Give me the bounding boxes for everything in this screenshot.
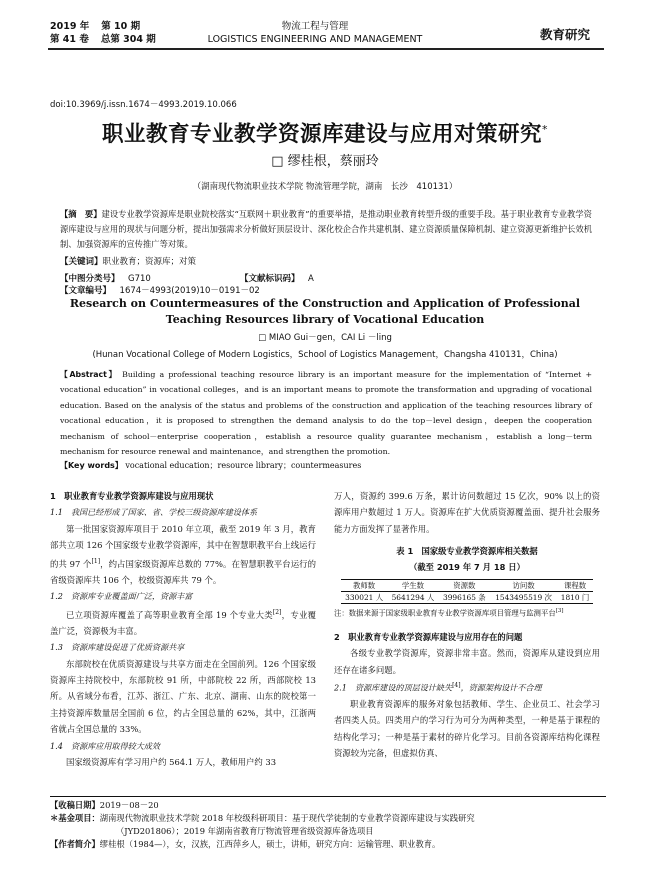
- table-note-text: 注：数据来源于国家级职业教育专业教学资源库项目管理与监测平台: [334, 608, 556, 618]
- abstract-en-label: 【Abstract】: [60, 370, 119, 379]
- clc-value: G710: [128, 274, 151, 284]
- section-1-2-heading: 1.2 资源库专业覆盖面广泛，资源丰富: [50, 591, 193, 602]
- citation-4: [4]: [452, 681, 461, 689]
- english-authors: □ MIAO Gui－gen，CAI Li －ling: [258, 333, 392, 343]
- section-2-heading: 2 职业教育专业教学资源库建设与应用存在的问题: [334, 631, 523, 642]
- paper-title-text: 职业教育专业教学资源库建设与应用对策研究: [101, 122, 542, 147]
- abstract-en: [60, 367, 592, 459]
- paper-title: [40, 117, 610, 148]
- page-header: [0, 0, 650, 90]
- citation-3: [3]: [555, 608, 564, 615]
- s21-title-a: 2.1 资源库建设的顶层设计缺失: [334, 682, 453, 693]
- header-rule: [48, 48, 604, 50]
- section-2-paragraph: 各级专业教学资源库，资源非常丰富。然而，资源库从建设到应用还存在诸多问题。: [334, 648, 600, 675]
- table-cell: 330021 人: [345, 593, 384, 603]
- section-1-2-paragraph: [50, 605, 316, 640]
- clc-label: 【中图分类号】: [60, 274, 120, 284]
- table-cell: 5641294 人: [391, 593, 435, 603]
- table-header-cell: 资源数: [453, 581, 476, 591]
- body-right-column: [334, 488, 600, 762]
- year: 2019 年: [50, 21, 90, 32]
- abstract-cn: [60, 207, 592, 253]
- fund-label: ＊基金项目：: [50, 813, 100, 823]
- citation-1: [1]: [91, 557, 101, 565]
- keywords-en: [60, 460, 592, 471]
- table-header-cell: 教师数: [353, 581, 376, 591]
- table-note: [334, 604, 600, 620]
- s12-text-a: 已立项资源库覆盖了高等职业教育全部 19 个专业大类: [65, 609, 273, 620]
- table-subcaption: （截至 2019 年 7 月 18 日）: [409, 562, 525, 573]
- keywords-en-text: vocational education；resource library；countermeasures: [125, 461, 362, 470]
- journal-name: [190, 20, 440, 46]
- fund-info: [50, 812, 606, 825]
- s11-text-b: ，约占国家级资源库总数的 77%。在智慧职教平台运行的省级资源库共 106 个，校级资源库共 79 个。: [50, 558, 317, 585]
- abstract-text: 建设专业教学资源库是职业院校落实“互联网＋职业教育”的重要举措，是推动职业教育转型升级的重要手段。基于职业教育专业教学资源库建设与应用的现状与问题分析，提出加强需求分析做好顶层设计、深化校企合作共建机制、建立资源质量保障机制、建立资源更新维护长效机制、加强资源库的宣传推广等对策。: [60, 209, 592, 250]
- article-no-label: 【文章编号】: [60, 286, 112, 296]
- received-label: 【收稿日期】: [50, 800, 100, 810]
- table-cell: 3996165 条: [443, 593, 486, 603]
- section-1-4-heading: 1.4 资源库应用取得较大成效: [50, 740, 160, 751]
- classification: [60, 272, 592, 296]
- doi: doi:10.3969/j.issn.1674－4993.2019.10.066: [50, 100, 237, 110]
- bio-label: 【作者简介】: [50, 839, 100, 849]
- total-issue: 总第 304 期: [100, 34, 156, 45]
- article-no-value: 1674－4993(2019)10－0191－02: [119, 286, 260, 296]
- s11-text-a: 第一批国家资源库项目于 2010 年立项，截至 2019 年 3 月，教育部共立项 126 个国家级专业教学资源库，其中在智慧职教平台上线运行的共 97 个: [50, 523, 316, 569]
- s12-text-b: ，专业覆盖广泛，资源极为丰富。: [50, 609, 317, 636]
- journal-name-cn: 物流工程与管理: [281, 21, 349, 32]
- journal-name-en: LOGISTICS ENGINEERING AND MANAGEMENT: [207, 34, 423, 45]
- table-cell: 1810 门: [560, 593, 590, 603]
- table-header-cell: 学生数: [401, 581, 425, 591]
- english-affiliation: (Hunan Vocational College of Modern Logistics，School of Logistics Management，Changsha 410131，China): [92, 350, 558, 360]
- data-table: [341, 579, 593, 604]
- volume: 第 41 卷: [50, 34, 89, 45]
- author-bio: [50, 838, 606, 851]
- received-date: [50, 799, 606, 812]
- section-1-3-heading: 1.3 资源库建设促进了优质资源共享: [50, 642, 185, 653]
- bio-text: 缪桂根（1984—），女，汉族，江西萍乡人，硕士，讲师，研究方向：运输管理、职业教育。: [99, 839, 441, 849]
- section-1-1-paragraph: [50, 521, 316, 588]
- table-header-row: [341, 580, 593, 592]
- english-title-line2: Teaching Resources library of Vocational Education: [165, 313, 485, 326]
- section-1-3-paragraph: 东部院校在优质资源建设与共享方面走在全国前列。126 个国家级资源库主持院校中，东部院校 91 所，中部院校 22 所，西部院校 13 所。从省域分布看，江苏、浙江、广东、北京、湖南、山东的院校第一主持资源库数量居全国前 6 位，约占全国总量的 62%，其中，江浙两省就占全国总量的 33%。: [50, 658, 316, 735]
- issue: 第 10 期: [101, 21, 141, 32]
- section-1-4-paragraph: 国家级资源库有学习用户约 564.1 万人，教师用户约 33: [65, 757, 277, 768]
- authors: □ 缪桂根，蔡丽玲: [271, 154, 379, 169]
- table-header-cell: 访问数: [512, 581, 535, 591]
- fund-line1: 湖南现代物流职业技术学院 2018 年校级科研项目：基于现代学徒制的专业教学资源库建设与实践研究: [99, 813, 475, 823]
- english-title: [40, 296, 610, 328]
- keywords-text: 职业教育；资源库；对策: [102, 257, 197, 267]
- title-footnote-mark: *: [542, 122, 548, 136]
- section-1-heading: 1 职业教育专业教学资源库建设与应用现状: [50, 491, 214, 501]
- affiliation: （湖南现代物流职业技术学院 物流管理学院，湖南 长沙 410131）: [192, 182, 458, 192]
- abstract-en-text: Building a professional teaching resource library is an important measure for the implementation of “Internet + vocational education” in vocational colleges，and is an important means to promote the transformation and upgrading of vocational education. Based on the analysis of the status and problems of the construction and application of the teaching resources library of vocational education，it is proposed to strengthen the demand analysis to do the top－level design，deepen the cooperation mechanism of school－enterprise cooperation，establish a resource quality guarantee mechanism，establish a long－term mechanism for resource renewal and maintenance，and strengthen the promotion.: [60, 370, 592, 457]
- english-title-line1: Research on Countermeasures of the Construction and Application of Professional: [69, 297, 581, 310]
- doc-code-value: A: [308, 274, 314, 284]
- section-label: 教育研究: [539, 27, 590, 42]
- doc-code-label: 【文献标识码】: [240, 274, 300, 284]
- table-cell: 1543495519 次: [495, 593, 552, 603]
- section-2-1-heading: [334, 678, 600, 696]
- issue-info: [50, 20, 168, 46]
- s21-title-b: ，资源架构设计不合理: [460, 682, 542, 693]
- fund-line2: （JYD201806）；2019 年湖南省教育厅物流管理省级资源库备选项目: [116, 826, 374, 836]
- section-2-1-paragraph: 职业教育资源库的服务对象包括教师、学生、企业员工、社会学习者四类人员。四类用户的学习行为可分为两种类型，一种是基于课程的结构化学习；一种是基于素材的碎片化学习。目前各资源库结构化课程资源较为完备，但虚拟仿真、: [334, 699, 600, 759]
- footnotes: [50, 796, 606, 851]
- citation-2: [2]: [272, 608, 282, 616]
- body-left-column: [50, 488, 316, 771]
- keywords-cn: [60, 255, 592, 267]
- received-value: 2019－08－20: [99, 800, 159, 810]
- abstract-label: 【摘 要】: [60, 209, 102, 219]
- continued-paragraph: 万人，资源约 399.6 万条，累计访问数超过 15 亿次，90% 以上的资源库用户数超过 1 万人。资源库在扩大优质资源覆盖面、提升社会服务能力方面发挥了显著作用。: [334, 491, 600, 534]
- keywords-label: 【关键词】: [60, 257, 103, 267]
- table-row: [341, 592, 593, 604]
- table-header-cell: 课程数: [563, 581, 587, 591]
- keywords-en-label: 【Key words】: [60, 461, 123, 470]
- section-1-1-heading: 1.1 我国已经形成了国家、省、学校三级资源库建设体系: [50, 507, 258, 518]
- table-caption: 表 1 国家级专业教学资源库相关数据: [396, 546, 538, 557]
